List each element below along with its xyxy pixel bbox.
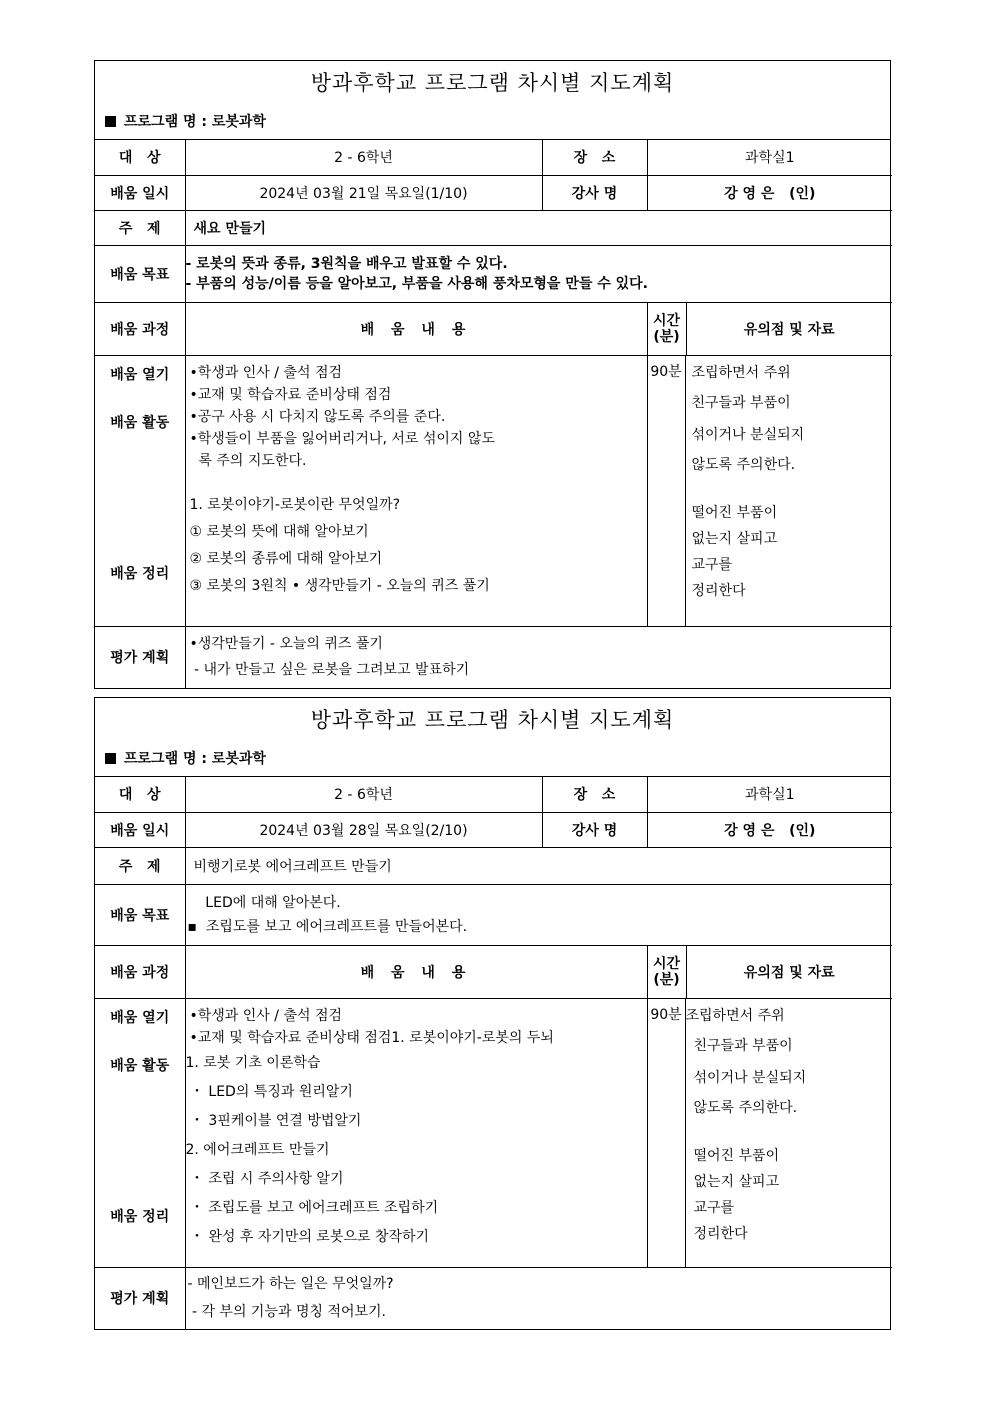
time-value: 90분 [648,356,686,626]
eval-line: •생각만들기 - 오늘의 퀴즈 풀기 [189,636,383,653]
teacher-value: 강 영 은 (인) [647,175,892,210]
goal-item: - 로봇의 뜻과 종류, 3원칙을 배우고 발표할 수 있다. [185,255,508,272]
goal-label: 배움 목표 [95,884,185,945]
eval-label: 평가 계획 [95,1267,185,1329]
target-row [95,140,892,175]
topic-value: 새요 만들기 [185,210,892,245]
target-row [95,777,892,812]
content-line: ② 로봇의 종류에 대해 알아보기 [189,550,383,567]
notes-list [686,999,893,1267]
lesson-plan-sheet-2 [94,697,891,1330]
goal-list [185,245,892,302]
note-line: 섞이거나 분실되지 [691,426,805,443]
note-line: 없는지 살피고 [693,1173,780,1190]
sheet-title: 방과후학교 프로그램 차시별 지도계획 [310,71,675,95]
content-line: ・ 완성 후 자기만의 로봇으로 창작하기 [185,1228,430,1245]
program-name-row [95,740,890,777]
content-line: •학생과 인사 / 출석 점검 [189,1007,342,1024]
teacher-label: 강사 명 [542,812,647,847]
note-line: 없는지 살피고 [691,530,778,547]
content-cell [185,355,647,626]
note-line: 않도록 주의한다. [691,456,796,473]
teacher-value: 강 영 은 (인) [647,812,892,847]
content-line: •교재 및 학습자료 준비상태 점검1. 로봇이야기-로봇의 두뇌 [189,1029,554,1046]
content-line: ・ 조립도를 보고 에어크레프트 조립하기 [185,1199,439,1216]
stage-column [95,355,185,626]
content-cell [185,998,647,1267]
place-value: 과학실1 [647,140,892,175]
lesson-plan-sheet-1 [94,60,891,689]
date-label: 배움 일시 [95,175,185,210]
sheet-title: 방과후학교 프로그램 차시별 지도계획 [310,708,675,732]
content-line: 1. 로봇이야기-로봇이란 무엇일까? [189,496,401,513]
date-row [95,175,892,210]
goal-row [95,884,892,945]
content-line: 2. 에어크레프트 만들기 [185,1141,330,1158]
note-line: 정리한다 [691,582,746,599]
content-label: 배 움 내 용 [360,964,472,981]
eval-list [185,1267,892,1329]
square-bullet-icon [105,753,116,764]
eval-row [95,1267,892,1329]
time-label: 시간(분) [648,303,687,355]
body-row [95,998,892,1267]
content-line: •학생과 인사 / 출석 점검 [189,364,342,381]
goal-item: LED에 대해 알아본다. [187,894,341,911]
topic-row [95,210,892,245]
content-header [185,945,647,998]
stage-open: 배움 열기 [110,1009,170,1026]
date-label: 배움 일시 [95,812,185,847]
topic-label: 주 제 [95,210,185,245]
program-name-row [95,103,890,140]
date-row [95,812,892,847]
goal-item: ▪ 조립도를 보고 에어크레프트를 만들어본다. [187,918,468,935]
target-value: 2 - 6학년 [185,777,542,812]
eval-line: - 내가 만들고 싶은 로봇을 그려보고 발표하기 [189,662,470,679]
stage-open: 배움 열기 [110,366,170,383]
place-label: 장 소 [542,777,647,812]
content-line: ・ 3핀케이블 연결 방법알기 [185,1112,362,1129]
eval-row [95,626,892,688]
place-label: 장 소 [542,140,647,175]
content-line: 록 주의 지도한다. [189,452,307,469]
note-line: 조립하면서 주위 [691,364,791,381]
process-label: 배움 과정 [95,302,185,355]
content-line: ① 로봇의 뜻에 대해 알아보기 [189,523,369,540]
target-label: 대 상 [95,140,185,175]
topic-value: 비행기로봇 에어크레프트 만들기 [185,847,892,884]
topic-row [95,847,892,884]
note-line: 떨어진 부품이 [693,1147,780,1164]
topic-label: 주 제 [95,847,185,884]
eval-list [185,626,892,688]
body-row [95,355,892,626]
content-line: •공구 사용 시 다치지 않도록 주의를 준다. [189,408,446,425]
goal-item: - 부품의 성능/이름 등을 알아보고, 부품을 사용해 풍차모형을 만들 수 있다. [185,275,648,292]
note-spacer [692,480,887,500]
content-line: 1. 로봇 기초 이론학습 [185,1054,321,1071]
stage-activity: 배움 활동 [110,1057,170,1074]
place-value: 과학실1 [647,777,892,812]
date-value: 2024년 03월 28일 목요일(2/10) [185,812,542,847]
notes-label: 유의점 및 자료 [743,321,835,338]
stage-column [95,998,185,1267]
content-label: 배 움 내 용 [360,321,472,338]
program-name: 프로그램 명 : 로봇과학 [124,751,266,767]
notes-list [686,356,893,626]
notes-label: 유의점 및 자료 [743,964,835,981]
note-line: 섞이거나 분실되지 [693,1069,807,1086]
target-label: 대 상 [95,777,185,812]
content-line: ・ LED의 특징과 원리알기 [185,1083,353,1100]
eval-line: - 메인보드가 하는 일은 무엇일까? [187,1276,394,1293]
note-line: 정리한다 [693,1225,748,1242]
note-line: 교구를 [693,1199,735,1216]
stage-wrapup: 배움 정리 [110,565,170,582]
content-line: •학생들이 부품을 잃어버리거나, 서로 섞이지 않도 [189,430,495,447]
note-line: 교구를 [691,556,733,573]
note-line: 친구들과 부품이 [691,394,791,411]
note-line: 않도록 주의한다. [693,1099,798,1116]
lesson-table [95,140,892,688]
header-row [95,945,892,998]
program-name: 프로그램 명 : 로봇과학 [124,114,266,130]
stage-wrapup: 배움 정리 [110,1208,170,1225]
time-notes-cell [647,355,892,626]
header-row [95,302,892,355]
goal-label: 배움 목표 [95,245,185,302]
square-bullet-icon [105,116,116,127]
goal-list [185,884,892,945]
date-value: 2024년 03월 21일 목요일(1/10) [185,175,542,210]
time-notes-header [647,302,892,355]
time-notes-cell [647,998,892,1267]
note-line: 떨어진 부품이 [691,504,778,521]
stage-activity: 배움 활동 [110,414,170,431]
time-notes-header [647,945,892,998]
eval-label: 평가 계획 [95,626,185,688]
target-value: 2 - 6학년 [185,140,542,175]
time-label: 시간(분) [648,946,687,998]
process-label: 배움 과정 [95,945,185,998]
note-line: 조립하면서 주위 [685,1007,785,1024]
lesson-table [95,777,892,1329]
eval-line: - 각 부의 기능과 명칭 적어보기. [187,1304,386,1321]
content-header [185,302,647,355]
note-spacer [686,1123,887,1143]
time-value: 90분 [648,999,686,1267]
content-spacer [190,472,643,492]
content-line: ・ 조립 시 주의사항 알기 [185,1170,344,1187]
note-line: 친구들과 부품이 [693,1037,793,1054]
content-line: ③ 로봇의 3원칙 • 생각만들기 - 오늘의 퀴즈 풀기 [189,577,490,594]
teacher-label: 강사 명 [542,175,647,210]
goal-row [95,245,892,302]
content-line: •교재 및 학습자료 준비상태 점검 [189,386,392,403]
